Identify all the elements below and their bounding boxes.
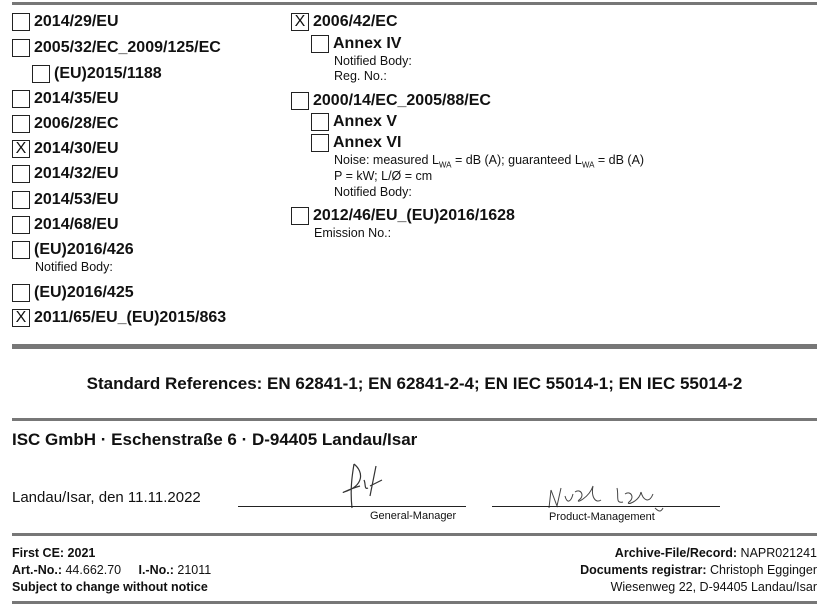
- checkbox[interactable]: [12, 13, 30, 31]
- directive-checkbox[interactable]: [12, 89, 119, 109]
- checkbox[interactable]: [12, 165, 30, 183]
- power-note: P = kW; L/Ø = cm: [334, 169, 433, 183]
- checkbox[interactable]: [12, 241, 30, 259]
- checkbox[interactable]: [12, 191, 30, 209]
- checkbox[interactable]: X: [12, 140, 30, 158]
- checkbox[interactable]: [311, 35, 329, 53]
- directive-checkbox[interactable]: [291, 12, 398, 32]
- directive-checkbox[interactable]: [291, 206, 515, 226]
- company-address: ISC GmbH · Eschenstraße 6 · D-94405 Landau/Isar: [12, 430, 418, 449]
- directive-label: 2014/35/EU: [34, 90, 119, 107]
- directive-checkbox[interactable]: [12, 12, 119, 32]
- directive-checkbox[interactable]: [12, 308, 226, 328]
- notified-body-note: Notified Body:: [35, 260, 113, 274]
- checkbox[interactable]: [12, 216, 30, 234]
- annex-label: Annex V: [333, 113, 398, 130]
- directive-checkbox[interactable]: [12, 38, 221, 58]
- general-manager-caption: General-Manager: [370, 510, 457, 522]
- checkbox[interactable]: [291, 207, 309, 225]
- directive-label: 2011/65/EU_(EU)2015/863: [34, 309, 227, 326]
- registrar-address: Wiesenweg 22, D-94405 Landau/Isar: [610, 580, 817, 594]
- directive-label: 2014/30/EU: [34, 140, 119, 157]
- checkbox[interactable]: [311, 113, 329, 131]
- footer-right: [580, 545, 817, 596]
- directive-label: 2006/28/EC: [34, 115, 119, 132]
- product-management-caption: Product-Management: [549, 511, 655, 523]
- checkbox[interactable]: [291, 92, 309, 110]
- annex-checkbox[interactable]: [311, 133, 401, 153]
- directive-label: 2014/53/EU: [34, 191, 119, 208]
- change-notice: Subject to change without notice: [12, 580, 208, 594]
- checkbox[interactable]: [311, 134, 329, 152]
- annex-label: Annex VI: [333, 134, 402, 151]
- signature-line: [238, 506, 466, 507]
- checkbox[interactable]: [12, 284, 30, 302]
- noise-text: = dB (A): [594, 153, 645, 167]
- directive-label: 2014/68/EU: [34, 216, 119, 233]
- directive-checkbox[interactable]: [12, 164, 119, 184]
- directive-label: 2012/46/EU_(EU)2016/1628: [313, 207, 515, 224]
- section-rule: [12, 344, 817, 349]
- annex-checkbox[interactable]: [311, 112, 397, 132]
- top-rule: [12, 2, 817, 5]
- directive-label: 2006/42/EC: [313, 13, 398, 30]
- directive-label: 2005/32/EC_2009/125/EC: [34, 39, 221, 56]
- emission-note: Emission No.:: [314, 226, 392, 240]
- checkbox[interactable]: [12, 39, 30, 57]
- bottom-rule: [12, 601, 817, 604]
- checkbox[interactable]: [12, 90, 30, 108]
- directive-checkbox[interactable]: [12, 190, 119, 210]
- directive-checkbox[interactable]: [32, 64, 162, 84]
- documents-registrar: Documents registrar: Christoph Egginger: [580, 563, 817, 577]
- notified-body-note: Notified Body:: [334, 185, 412, 199]
- annex-label: Annex IV: [333, 35, 402, 52]
- section-rule: [12, 418, 817, 421]
- signature-line: [492, 506, 720, 507]
- noise-text: = dB (A); guaranteed L: [451, 153, 582, 167]
- article-numbers: Art.-No.: 44.662.70 I.-No.: 21011: [12, 563, 212, 577]
- place-date: Landau/Isar, den 11.11.2022: [12, 489, 201, 506]
- noise-text: Noise: measured L: [334, 153, 439, 167]
- notified-body-note: Notified Body:: [334, 54, 412, 68]
- checkbox[interactable]: X: [291, 13, 309, 31]
- general-manager-signature: [330, 456, 390, 516]
- section-rule: [12, 533, 817, 536]
- annex-checkbox[interactable]: [311, 34, 401, 54]
- directive-checkbox[interactable]: [12, 114, 119, 134]
- checkbox[interactable]: X: [12, 309, 30, 327]
- directive-label: 2000/14/EC_2005/88/EC: [313, 92, 491, 109]
- standard-references: Standard References: EN 62841-1; EN 62841-2-4; EN IEC 55014-1; EN IEC 55014-2: [86, 374, 743, 393]
- footer-left: [12, 545, 211, 596]
- first-ce: First CE: 2021: [12, 546, 96, 560]
- checkbox[interactable]: [32, 65, 50, 83]
- directive-checkbox[interactable]: [12, 139, 119, 159]
- archive-record: Archive-File/Record: NAPR021241: [614, 546, 817, 560]
- lwa-subscript: WA: [438, 160, 452, 170]
- directive-checkbox[interactable]: [291, 91, 491, 111]
- directive-label: 2014/29/EU: [34, 13, 119, 30]
- directive-checkbox[interactable]: [12, 283, 134, 303]
- lwa-subscript: WA: [581, 160, 595, 170]
- directive-label: (EU)2015/1188: [54, 65, 162, 82]
- directive-label: (EU)2016/425: [34, 284, 134, 301]
- directive-checkbox[interactable]: [12, 240, 134, 260]
- directive-checkbox[interactable]: [12, 215, 119, 235]
- checkbox[interactable]: [12, 115, 30, 133]
- directive-label: 2014/32/EU: [34, 165, 119, 182]
- reg-no-note: Reg. No.:: [334, 69, 387, 83]
- directive-label: (EU)2016/426: [34, 241, 134, 258]
